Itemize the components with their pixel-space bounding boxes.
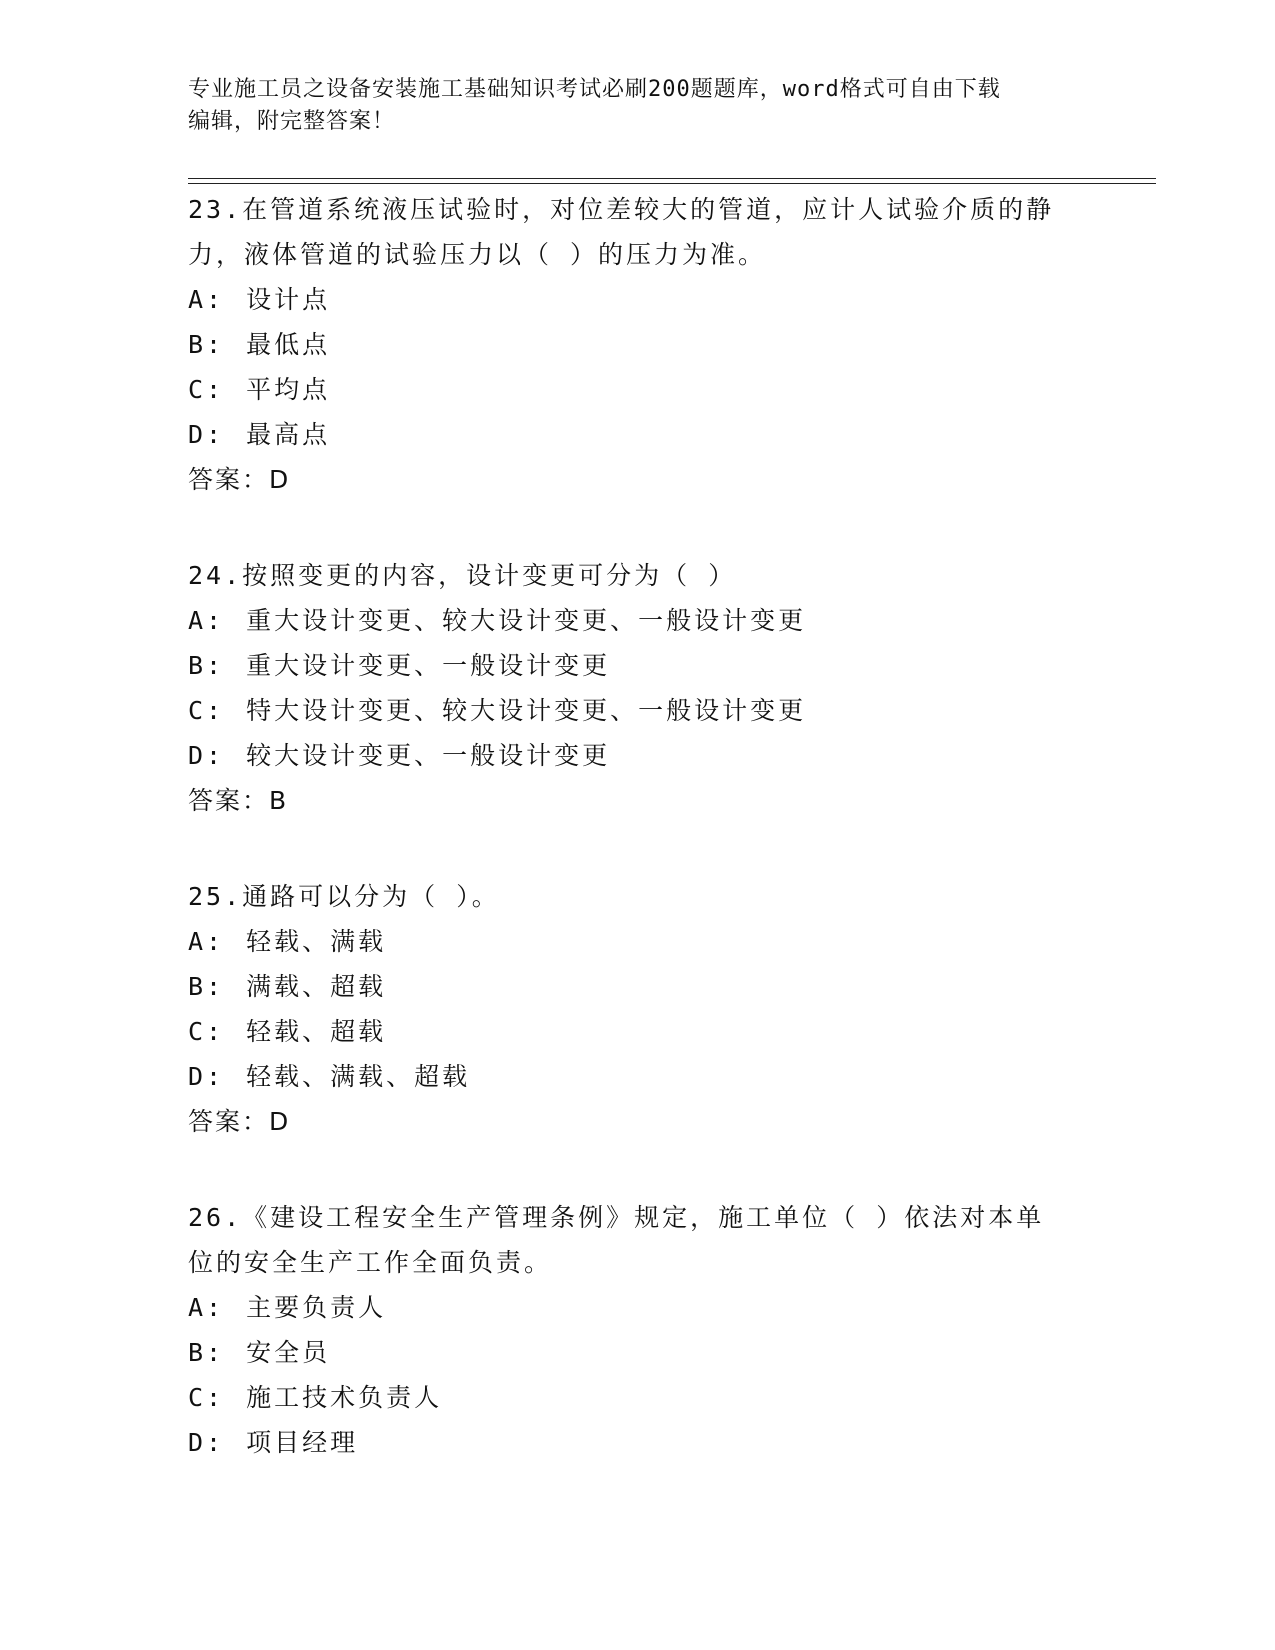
question-25 [188,874,1088,1144]
question-24 [188,553,1088,823]
option-text: 较大设计变更、一般设计变更 [246,741,611,770]
option-a [188,919,1088,964]
option-letter: A: [188,606,225,635]
option-letter: D: [188,741,225,770]
option-text: 重大设计变更、一般设计变更 [246,651,611,680]
option-letter: B: [188,972,225,1001]
option-c [188,688,1088,733]
document-header [188,74,1078,138]
option-text: 平均点 [246,375,331,404]
question-stem-line-1: 26.《建设工程安全生产管理条例》规定，施工单位（ ）依法对本单 [188,1203,1045,1232]
option-text: 轻载、超载 [246,1017,387,1046]
option-d [188,1054,1088,1099]
option-letter: A: [188,1293,225,1322]
option-a [188,598,1088,643]
option-text: 重大设计变更、较大设计变更、一般设计变更 [246,606,807,635]
question-stem-line-1: 25.通路可以分为（ ）。 [188,882,500,911]
answer-line: 答案：D [188,1107,291,1136]
option-text: 主要负责人 [246,1293,387,1322]
option-d [188,412,1088,457]
option-letter: D: [188,1428,225,1457]
option-b [188,964,1088,1009]
option-b [188,643,1088,688]
option-letter: A: [188,927,225,956]
option-letter: B: [188,330,225,359]
option-text: 轻载、满载 [246,927,387,956]
option-letter: B: [188,1338,225,1367]
option-b [188,322,1088,367]
question-stem-line-1: 23.在管道系统液压试验时，对位差较大的管道，应计人试验介质的静 [188,195,1055,224]
option-letter: D: [188,1062,225,1091]
option-c [188,367,1088,412]
option-text: 设计点 [246,285,331,314]
option-text: 轻载、满载、超载 [246,1062,471,1091]
option-letter: C: [188,1017,225,1046]
option-b [188,1330,1088,1375]
option-text: 项目经理 [246,1428,359,1457]
question-stem-line-1: 24.按照变更的内容，设计变更可分为（ ） [188,561,737,590]
option-text: 安全员 [246,1338,331,1367]
option-letter: C: [188,696,225,725]
question-stem-line-2: 力，液体管道的试验压力以（ ）的压力为准。 [188,240,767,269]
question-stem-line-2: 位的安全生产工作全面负责。 [188,1248,553,1277]
header-divider-bottom [188,183,1156,184]
option-a [188,277,1088,322]
option-text: 满载、超载 [246,972,387,1001]
question-26 [188,1195,1088,1465]
option-d [188,1420,1088,1465]
option-letter: C: [188,375,225,404]
option-text: 施工技术负责人 [246,1383,443,1412]
option-text: 最低点 [246,330,331,359]
answer-line: 答案：D [188,465,291,494]
answer-line: 答案：B [188,786,289,815]
option-letter: D: [188,420,225,449]
header-title-line-2: 编辑，附完整答案！ [188,109,396,134]
option-c [188,1009,1088,1054]
option-letter: C: [188,1383,225,1412]
option-text: 最高点 [246,420,331,449]
header-title-line-1: 专业施工员之设备安装施工基础知识考试必刷200题题库，word格式可自由下载 [188,77,1001,102]
option-a [188,1285,1088,1330]
question-23 [188,187,1088,502]
header-divider-top [188,178,1156,179]
option-c [188,1375,1088,1420]
option-d [188,733,1088,778]
option-text: 特大设计变更、较大设计变更、一般设计变更 [246,696,807,725]
option-letter: A: [188,285,225,314]
option-letter: B: [188,651,225,680]
